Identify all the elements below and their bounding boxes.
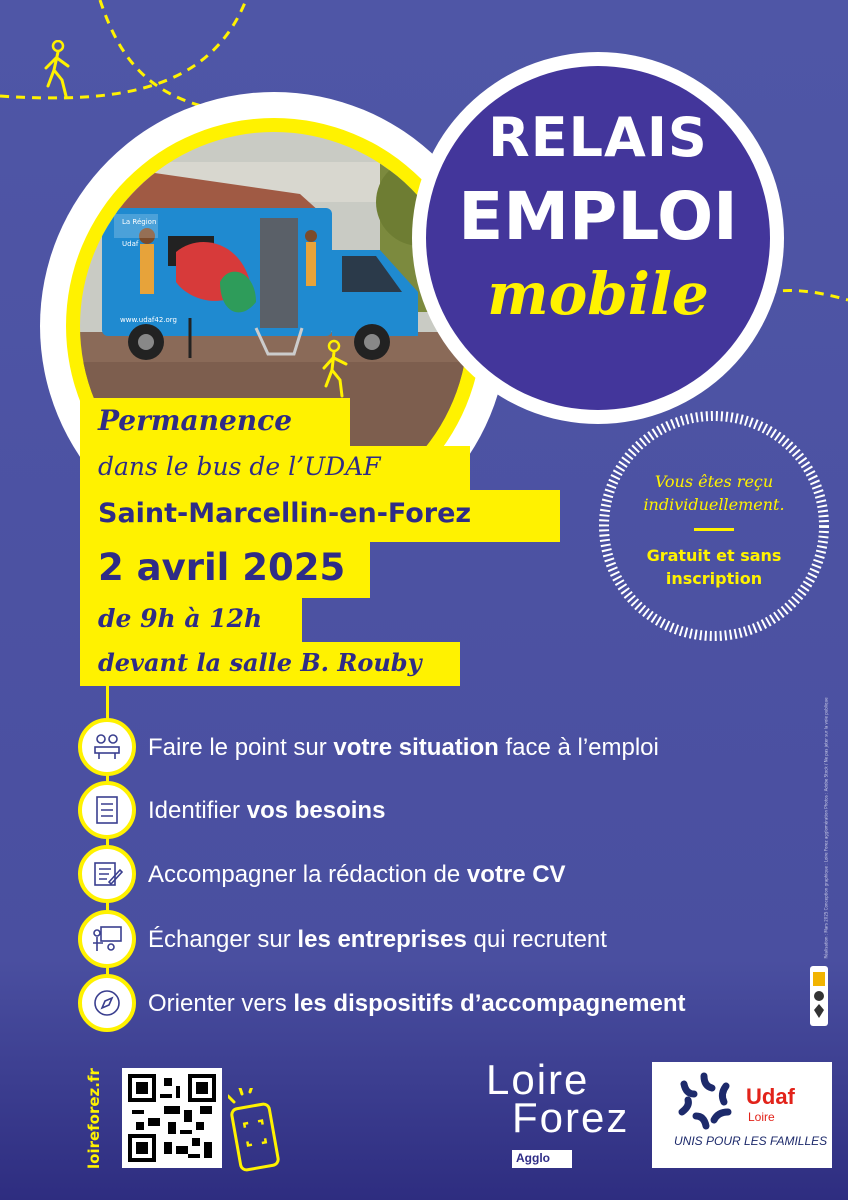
title-circle: [426, 66, 770, 410]
cv-edit-icon: [78, 845, 136, 903]
badge-line-1: Vous êtes reçu: [654, 472, 774, 491]
badge-line-4: inscription: [665, 569, 763, 588]
loire-forez-agglo: Agglo: [512, 1150, 572, 1168]
bus-site-text: www.udaf42.org: [120, 316, 178, 324]
info-where: dans le bus de l’UDAF: [80, 446, 470, 490]
udaf-logo: [652, 1062, 832, 1168]
meeting-icon: [78, 718, 136, 776]
qr-code[interactable]: [122, 1068, 222, 1168]
list-item-2: Identifier vos besoins: [148, 797, 386, 824]
udaf-name: Udaf: [746, 1084, 795, 1109]
info-badge: [596, 408, 832, 644]
recycling-logo: [810, 966, 828, 1026]
loire-forez-line2: Forez: [512, 1094, 630, 1141]
udaf-emblem-icon: [674, 1072, 736, 1132]
walking-person-icon-small: [318, 338, 354, 398]
info-time: de 9h à 12h: [80, 598, 302, 642]
site-link[interactable]: loireforez.fr: [85, 1068, 103, 1169]
udaf-tagline: UNIS POUR LES FAMILLES: [674, 1134, 828, 1148]
badge-divider: [694, 528, 734, 531]
compass-icon: [78, 974, 136, 1032]
loire-forez-logo: [486, 1056, 636, 1174]
list-item-1: Faire le point sur votre situation face à l’emploi: [148, 734, 659, 761]
udaf-region: Loire: [748, 1110, 775, 1124]
badge-line-3: Gratuit et sans: [646, 546, 782, 565]
info-place: devant la salle B. Rouby: [80, 642, 460, 686]
badge-line-2: individuellement.: [643, 495, 785, 514]
bus-brand-text: La Région: [122, 218, 157, 226]
badge-text-top: [612, 470, 816, 516]
list-item-3: Accompagner la rédaction de votre CV: [148, 861, 566, 888]
info-town: Saint-Marcellin-en-Forez: [80, 490, 560, 542]
loire-forez-line1: Loire: [486, 1056, 590, 1103]
bus-partner-text: Udaf: [122, 240, 139, 248]
checklist-icon: [78, 781, 136, 839]
title-relais: RELAIS: [488, 106, 708, 169]
badge-text-bottom: [612, 544, 816, 590]
phone-scan-icon: [228, 1088, 284, 1172]
title-emploi: EMPLOI: [458, 178, 738, 255]
presentation-icon: [78, 910, 136, 968]
legal-mention: Réalisation : Mars 2025 Conception graphique : Loire Forez agglomération Photos : Adobe Stock / Ne pas jeter sur la voie publique: [823, 697, 829, 959]
title-mobile: mobile: [487, 260, 709, 328]
info-date: 2 avril 2025: [80, 542, 370, 598]
list-item-4: Échanger sur les entreprises qui recrutent: [148, 926, 607, 953]
walking-person-icon: [38, 40, 78, 98]
list-item-5: Orienter vers les dispositifs d’accompagnement: [148, 990, 686, 1017]
info-permanence: Permanence: [80, 398, 350, 446]
